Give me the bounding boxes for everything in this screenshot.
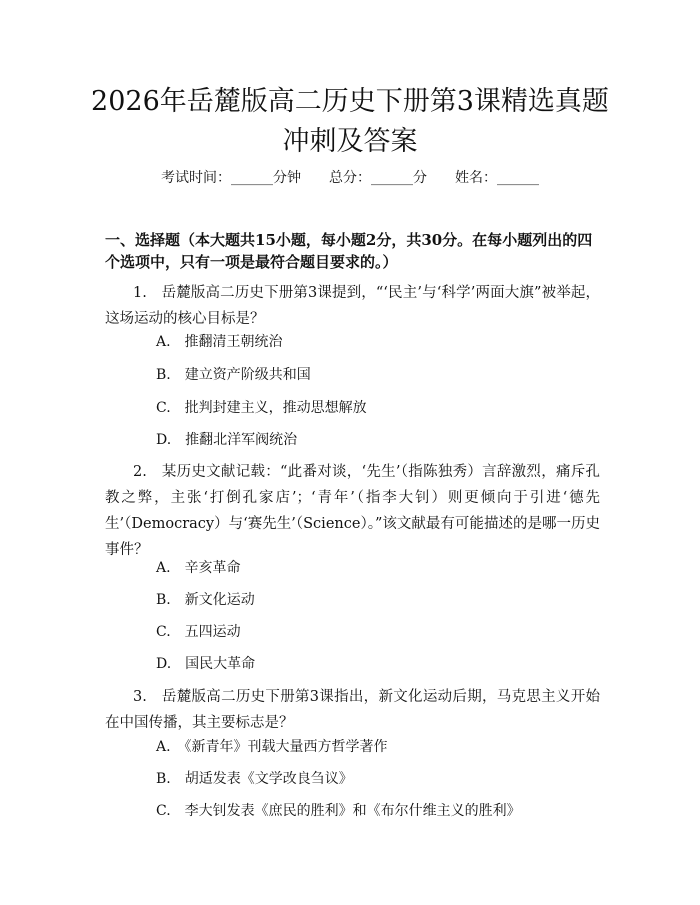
title-line-1: 2026年岳麓版高二历史下册第3课精选真题 — [91, 86, 609, 117]
question-2-option-d: D. 国民大革命 — [156, 656, 256, 672]
question-2-option-a: A. 辛亥革命 — [156, 560, 241, 576]
question-1-stem: 1. 岳麓版高二历史下册第3课提到，“‘民主’与‘科学’两面大旗”被举起，这场运动的核心目标是？ — [105, 285, 600, 327]
question-2-option-b: B. 新文化运动 — [156, 592, 255, 608]
page-title — [60, 82, 640, 162]
exam-score: 总分：______分 — [329, 170, 427, 186]
question-1-option-a: A. 推翻清王朝统治 — [156, 334, 283, 350]
question-2-option-c: C. 五四运动 — [156, 624, 241, 640]
question-1-option-c: C. 批判封建主义，推动思想解放 — [156, 400, 367, 416]
question-3-stem: 3. 岳麓版高二历史下册第3课指出，新文化运动后期，马克思主义开始在中国传播，其主要标志是？ — [105, 689, 600, 731]
question-3-option-a: A. 《新青年》刊载大量西方哲学著作 — [156, 739, 388, 755]
exam-time: 考试时间：______分钟 — [161, 170, 301, 186]
title-line-2: 冲刺及答案 — [282, 126, 418, 157]
question-3-option-b: B. 胡适发表《文学改良刍议》 — [156, 771, 353, 787]
question-3-option-c: C. 李大钊发表《庶民的胜利》和《布尔什维主义的胜利》 — [156, 803, 521, 819]
exam-meta — [60, 168, 640, 188]
question-1-option-b: B. 建立资产阶级共和国 — [156, 367, 311, 383]
question-2-stem: 2. 某历史文献记载：“此番对谈，‘先生’（指陈独秀）言辞激烈，痛斥孔教之弊，主张‘打倒孔家店’；‘青年’（指李大钊）则更倾向于引进‘德先生’（Democracy）与‘赛先生’（Science）。”该文献最有可能描述的是哪一历史事件？ — [105, 464, 600, 558]
exam-name: 姓名：______ — [455, 170, 539, 186]
question-1-option-d: D. 推翻北洋军阀统治 — [156, 432, 298, 448]
section-heading: 一、选择题（本大题共15小题，每小题2分，共30分。在每小题列出的四个选项中，只有一项是最符合题目要求的。） — [105, 231, 593, 271]
